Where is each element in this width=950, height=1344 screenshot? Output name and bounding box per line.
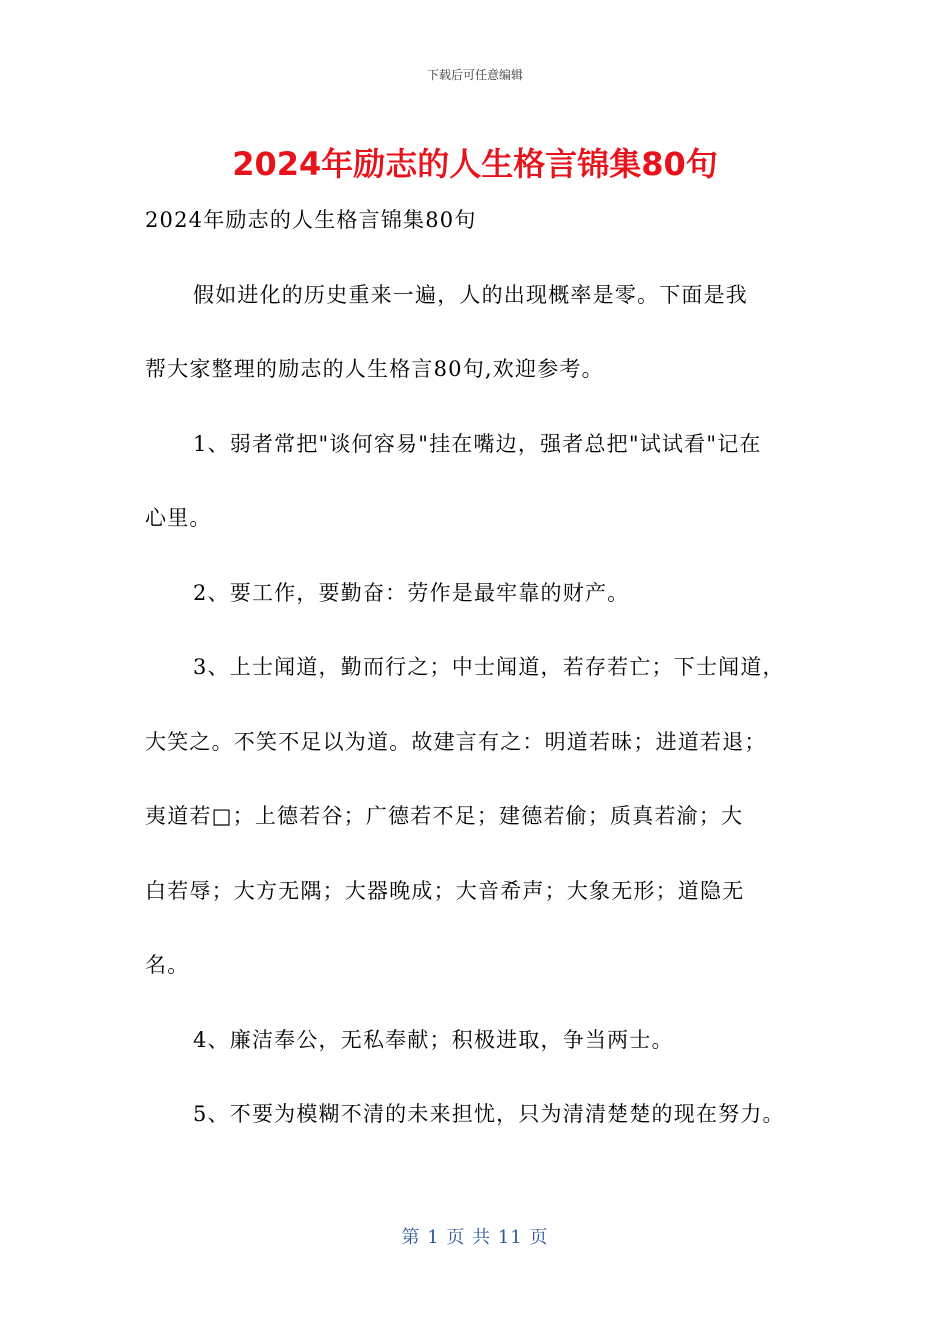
text-line: 4、廉洁奉公，无私奉献；积极进取，争当两士。	[193, 1027, 674, 1052]
text-line: 夷道若□；上德若谷；广德若不足；建德若偷；质真若渝；大	[145, 804, 744, 828]
text-line: 2、要工作，要勤奋：劳作是最牢靠的财产。	[193, 580, 630, 605]
text-line: 3、上士闻道，勤而行之；中士闻道，若存若亡；下士闻道，	[193, 655, 785, 679]
text-line: 5、不要为模糊不清的未来担忧，只为清清楚楚的现在努力。	[193, 1102, 785, 1126]
text-line: 心里。	[145, 506, 212, 530]
text-line: 白若辱；大方无隅；大器晚成；大音希声；大象无形；道隐无	[145, 878, 745, 903]
header-note: 下载后可任意编辑	[426, 68, 523, 82]
text-line: 1、弱者常把"谈何容易"挂在嘴边，强者总把"试试看"记在	[193, 431, 762, 456]
page-number: 第 1 页 共 11 页	[401, 1227, 549, 1248]
text-line: 大笑之。不笑不足以为道。故建言有之：明道若昧；进道若退；	[145, 729, 767, 754]
text-line: 假如进化的历史重来一遍，人的出现概率是零。下面是我	[193, 282, 748, 307]
document-title: 2024年励志的人生格言锦集80句	[232, 145, 718, 183]
text-line: 名。	[145, 953, 190, 977]
text-line: 2024年励志的人生格言锦集80句	[145, 208, 477, 232]
document-body	[145, 198, 825, 1167]
text-line: 帮大家整理的励志的人生格言80句,欢迎参考。	[145, 357, 604, 381]
